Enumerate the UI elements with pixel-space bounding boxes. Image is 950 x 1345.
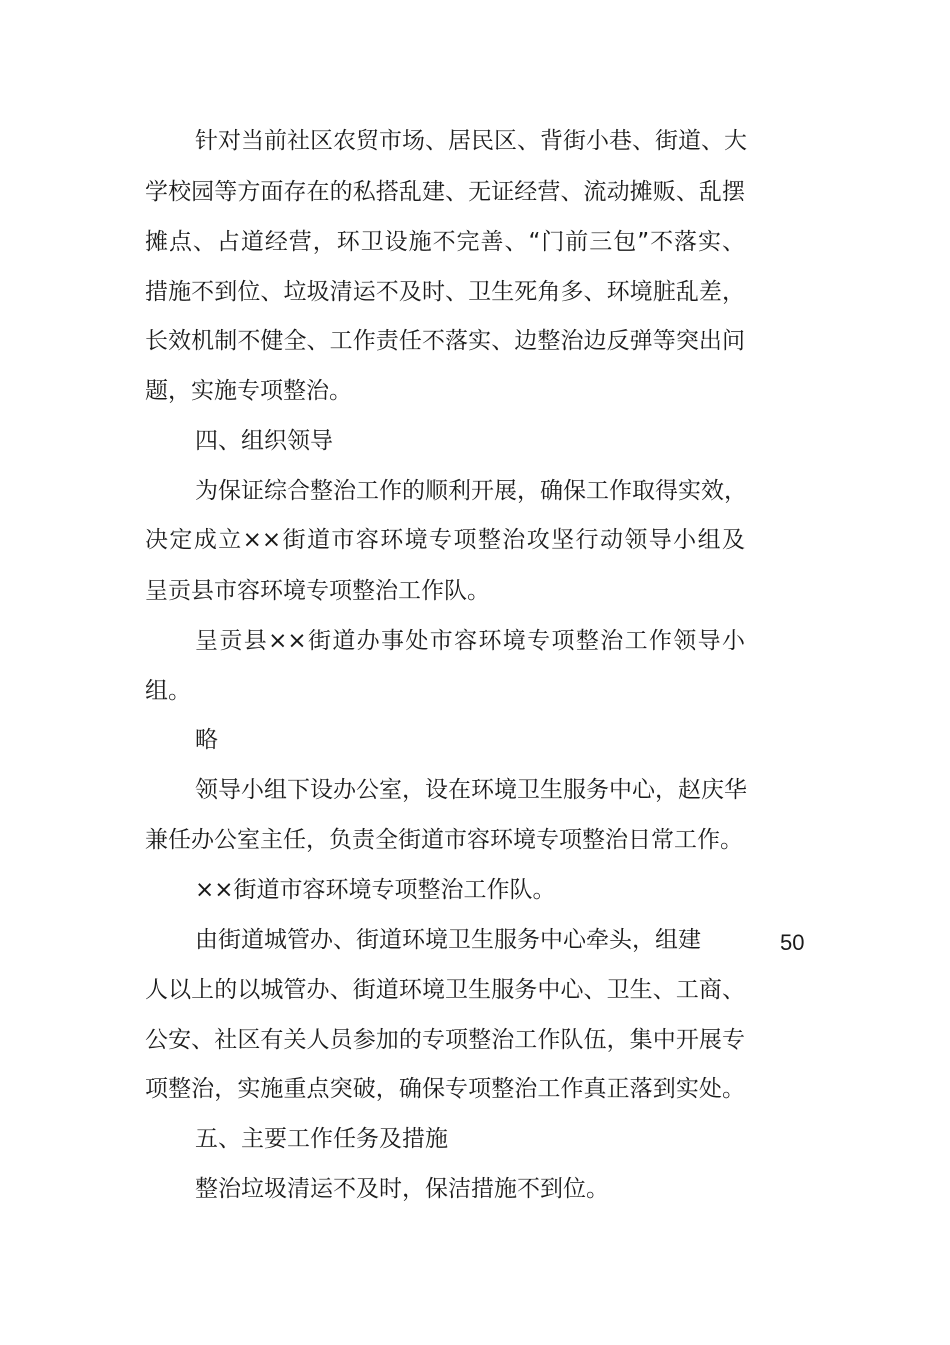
paragraph-line: 项整治，实施重点突破，确保专项整治工作真正落到实处。 <box>145 1076 745 1102</box>
paragraph-line: 兼任办公室主任，负责全街道市容环境专项整治日常工作。 <box>145 827 743 853</box>
paragraph-line: 略 <box>195 727 218 753</box>
paragraph-line: 针对当前社区农贸市场、居民区、背街小巷、街道、大 <box>195 128 747 154</box>
paragraph-line: 决定成立××街道市容环境专项整治攻坚行动领导小组及 <box>145 527 745 553</box>
paragraph-line: ××街道市容环境专项整治工作队。 <box>195 877 556 903</box>
paragraph-line: 由街道城管办、街道环境卫生服务中心牵头，组建 <box>195 927 701 953</box>
team-size-number: 50 <box>780 930 805 955</box>
paragraph-line: 学校园等方面存在的私搭乱建、无证经营、流动摊贩、乱摆 <box>145 179 745 205</box>
paragraph-line: 公安、社区有关人员参加的专项整治工作队伍，集中开展专 <box>145 1027 745 1053</box>
paragraph-line: 题，实施专项整治。 <box>145 378 352 404</box>
section-heading: 四、组织领导 <box>195 428 333 454</box>
paragraph-line: 为保证综合整治工作的顺利开展，确保工作取得实效， <box>195 478 747 504</box>
paragraph-line: 长效机制不健全、工作责任不落实、边整治边反弹等突出问 <box>145 328 745 354</box>
paragraph-line: 整治垃圾清运不及时，保洁措施不到位。 <box>195 1176 609 1202</box>
paragraph-line: 措施不到位、垃圾清运不及时、卫生死角多、环境脏乱差， <box>145 279 745 305</box>
paragraph-line: 组。 <box>145 678 191 704</box>
paragraph-line: 领导小组下设办公室，设在环境卫生服务中心，赵庆华 <box>195 777 747 803</box>
section-heading: 五、主要工作任务及措施 <box>195 1126 448 1152</box>
paragraph-line: 呈贡县市容环境专项整治工作队。 <box>145 578 490 604</box>
paragraph-line: 人以上的以城管办、街道环境卫生服务中心、卫生、工商、 <box>145 977 745 1003</box>
paragraph-line: 摊点、占道经营，环卫设施不完善、“门前三包”不落实、 <box>145 229 745 255</box>
paragraph-line: 呈贡县××街道办事处市容环境专项整治工作领导小 <box>195 628 745 654</box>
